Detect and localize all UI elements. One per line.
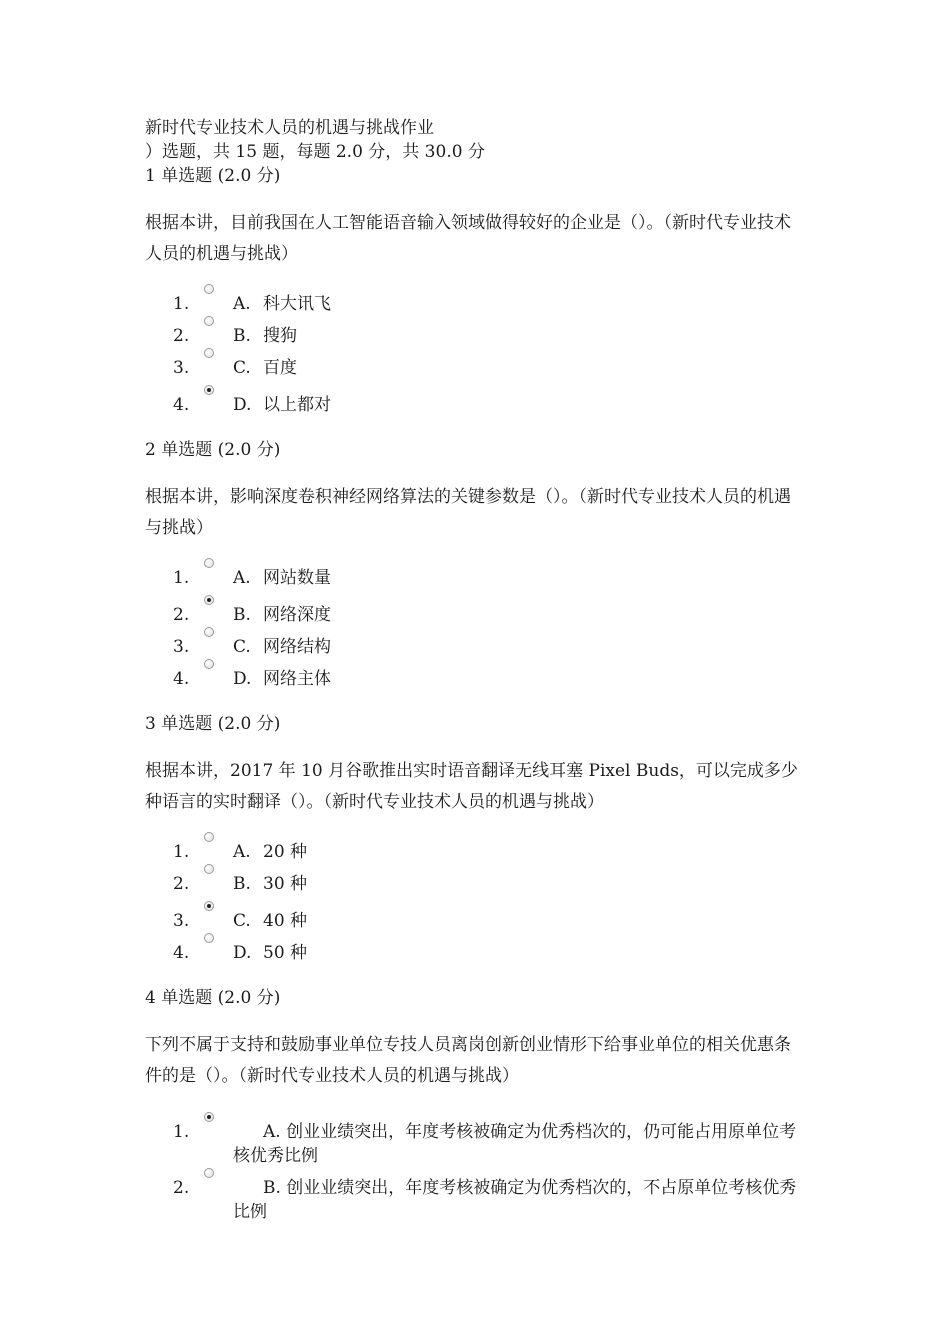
- radio-icon[interactable]: [204, 627, 214, 637]
- radio-icon[interactable]: [204, 933, 214, 943]
- radio-icon[interactable]: [204, 832, 214, 842]
- radio-checked-icon[interactable]: [204, 385, 214, 395]
- radio-icon[interactable]: [204, 284, 214, 294]
- radio-icon[interactable]: [204, 348, 214, 358]
- page-subtitle: ）选题，共 15 题，每题 2.0 分，共 30.0 分: [145, 142, 485, 162]
- radio-checked-icon[interactable]: [204, 1112, 214, 1122]
- question-3-header: 3 单选题 (2.0 分): [145, 714, 281, 734]
- page-title: 新时代专业技术人员的机遇与挑战作业: [145, 118, 434, 138]
- question-1-header: 1 单选题 (2.0 分): [145, 166, 281, 186]
- question-2-header: 2 单选题 (2.0 分): [145, 440, 281, 460]
- question-4-header: 4 单选题 (2.0 分): [145, 988, 281, 1008]
- radio-icon[interactable]: [204, 659, 214, 669]
- radio-checked-icon[interactable]: [204, 595, 214, 605]
- radio-icon[interactable]: [204, 558, 214, 568]
- radio-icon[interactable]: [204, 864, 214, 874]
- radio-icon[interactable]: [204, 1168, 214, 1178]
- question-3-stem: 根据本讲，2017 年 10 月谷歌推出实时语音翻译无线耳塞 Pixel Buds，可以完成多少种语言的实时翻译（）。（新时代专业技术人员的机遇与挑战）: [145, 761, 798, 812]
- question-4-stem: 下列不属于支持和鼓励事业单位专技人员离岗创新创业情形下给事业单位的相关优惠条件的是（）。（新时代专业技术人员的机遇与挑战）: [145, 1035, 791, 1086]
- radio-icon[interactable]: [204, 316, 214, 326]
- question-1-stem: 根据本讲，目前我国在人工智能语音输入领域做得较好的企业是（）。（新时代专业技术人员的机遇与挑战）: [145, 213, 791, 264]
- radio-checked-icon[interactable]: [204, 901, 214, 911]
- question-2-stem: 根据本讲，影响深度卷积神经网络算法的关键参数是（）。（新时代专业技术人员的机遇与挑战）: [145, 487, 791, 538]
